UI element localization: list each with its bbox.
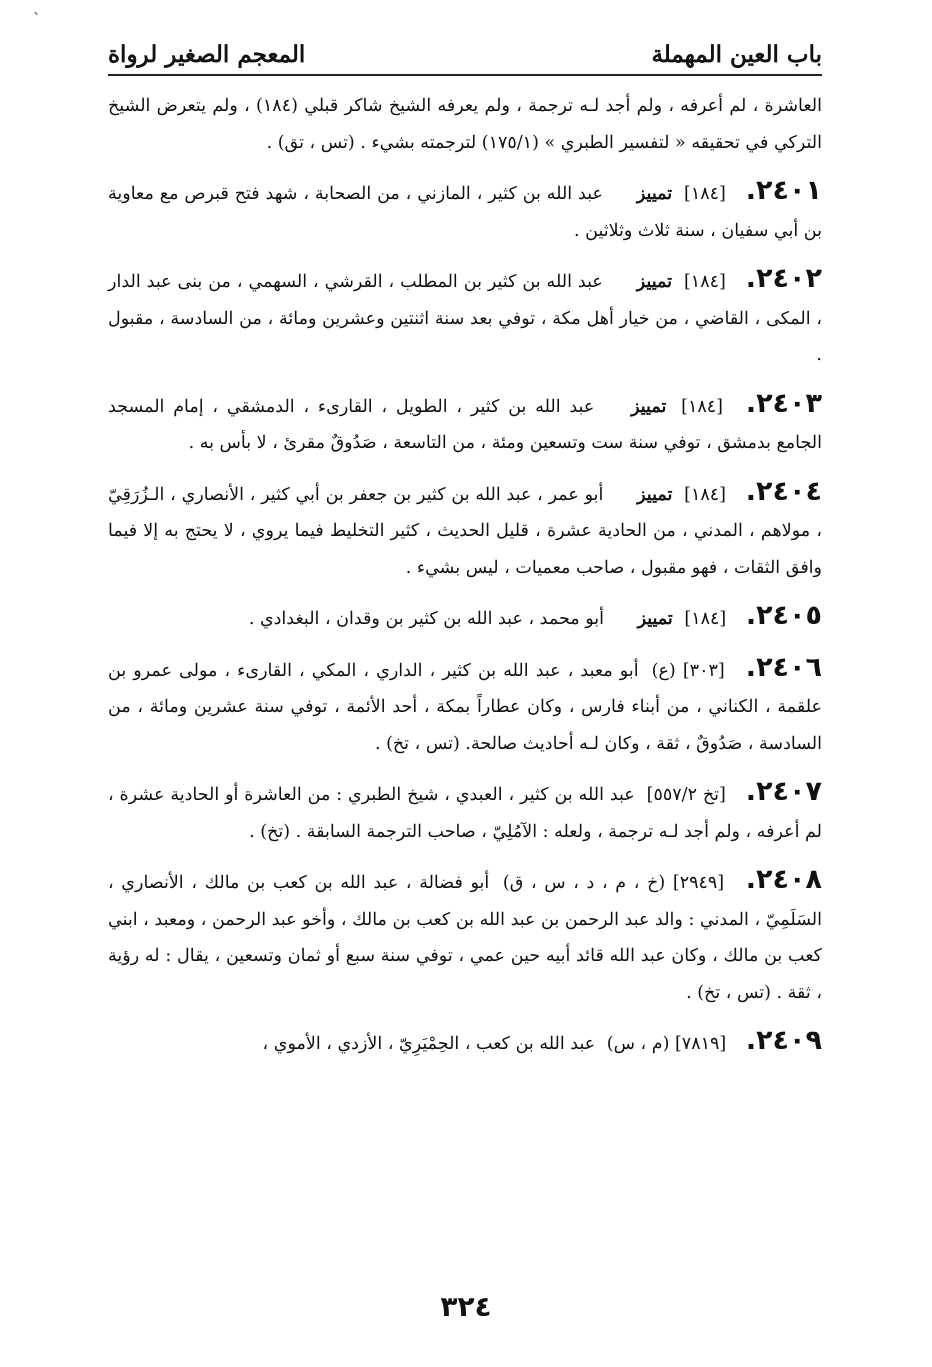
page-header <box>108 30 822 76</box>
entry-number: ٢٤٠٢. <box>745 263 822 294</box>
header-book-title: المعجم الصغير لرواة <box>108 41 306 68</box>
entry-text: عبد الله بن كثير ، الطويل ، القارىء ، الدمشقي ، إمام المسجد الجامع بدمشق ، توفي سنة ست وتسعين ومئة ، من التاسعة ، صَدُوقٌ مقرئ ، لا بأس به . <box>108 396 822 453</box>
entry-number: ٢٤٠٧. <box>745 776 822 807</box>
entry-text: أبو فضالة ، عبد الله بن كعب بن مالك ، الأنصاري ، السَلَمِيّ ، المدني : والد عبد الرحمن بن عبد الله بن كعب بن مالك ، وأخو عبد الرحمن ، ومعبد ، ابني كعب بن مالك ، وكان عبد الله قائد أبيه حين عمي ، توفي سنة سبع أو ثمان وتسعين ، يقال : له رؤية ، ثقة . (تس ، تخ) . <box>108 873 822 1003</box>
entry-2409 <box>108 1023 822 1063</box>
entry-text: أبو معبد ، عبد الله بن كثير ، الداري ، المكي ، القارىء ، مولى عمرو بن علقمة ، الكناني ، من أبناء فارس ، وكان عطاراً بمكة ، أحد الأئمة ، توفي سنة عشرين ومائة ، من السادسة ، صَدُوقٌ ، ثقة ، وكان لـه أحاديث صالحة. (تس ، تخ) . <box>108 660 822 754</box>
entry-number: ٢٤٠٦. <box>745 651 822 683</box>
entry-text: أبو عمر ، عبد الله بن كثير بن جعفر بن أبي كثير ، الأنصاري ، الـزُرَقِيّ ، مولاهم ، المدني ، من الحادية عشرة ، قليل الحديث ، كثير التخليط فيما يروي ، لا يحتج به إلا فيما وافق الثقات ، فهو مقبول ، صاحب معميات ، ليس بشيء . <box>108 484 822 578</box>
header-chapter-title: باب العين المهملة <box>651 41 822 68</box>
entry-number: ٢٤٠٥. <box>745 600 822 631</box>
entry-ref: [٧٨١٩] (م ، س) <box>606 1034 727 1054</box>
entry-tag: تمييز <box>637 484 673 505</box>
entry-text: عبد الله بن كثير ، العبدي ، شيخ الطبري : من العاشرة أو الحادية عشرة ، لم أعرفه ، ولم أجد لـه ترجمة ، ولعله : الآمُلِيّ ، صاحب الترجمة السابقة . (تخ) . <box>108 785 822 842</box>
entry-number: ٢٤٠٩. <box>745 1025 822 1056</box>
entry-2404 <box>108 474 822 587</box>
entry-text: عبد الله بن كثير ، المازني ، من الصحابة ، شهد فتح قبرص مع معاوية بن أبي سفيان ، سنة ثلاث وثلاثين . <box>108 184 822 241</box>
entry-ref: [تخ ٥٥٧/٢] <box>646 785 726 805</box>
entry-2408 <box>108 862 822 1011</box>
entry-text: عبد الله بن كثير بن المطلب ، القرشي ، السهمي ، من بنى عبد الدار ، المكى ، القاضي ، من خيار أهل مكة ، توفي بعد سنة اثنتين وعشرين ومائة ، من السادسة ، مقبول . <box>108 272 822 365</box>
entry-2402 <box>108 261 822 374</box>
entry-tag: تمييز <box>637 609 673 629</box>
entry-text: أبو محمد ، عبد الله بن كثير بن وقدان ، البغدادي . <box>248 609 604 629</box>
entry-number: ٢٤٠١. <box>745 175 822 206</box>
entry-tag: تمييز <box>636 272 672 292</box>
entry-number: ٢٤٠٨. <box>745 864 822 895</box>
page-number: ٣٢٤ <box>440 1290 492 1323</box>
page-body <box>108 88 822 1063</box>
entry-number: ٢٤٠٤. <box>745 475 822 507</box>
entry-ref: [٢٩٤٩] (خ ، م ، د ، س ، ق) <box>502 873 725 893</box>
intro-paragraph: العاشرة ، لم أعرفه ، ولم أجد لـه ترجمة ، ولم يعرفه الشيخ شاكر قبلي (١٨٤) ، ولم يتعرض الشيخ التركي في تحقيقه « لتفسير الطبري » (١٧٥/١) لترجمته بشيء . (تس ، تق) . <box>108 96 822 153</box>
entry-2407 <box>108 774 822 850</box>
entry-number: ٢٤٠٣. <box>745 387 822 419</box>
entry-2403 <box>108 386 822 462</box>
entry-ref: [٣٠٣] (ع) <box>651 660 725 681</box>
entry-ref: [١٨٤] <box>684 609 727 629</box>
entry-2405 <box>108 598 822 638</box>
entry-text: عبد الله بن كعب ، الحِمْيَرِيّ ، الأزدي ، الأموي ، <box>262 1034 596 1054</box>
entry-ref: [١٨٤] <box>684 484 726 505</box>
entry-2401 <box>108 173 822 249</box>
entry-tag: تمييز <box>631 396 667 417</box>
entry-ref: [١٨٤] <box>684 184 726 204</box>
entry-tag: تمييز <box>636 184 673 204</box>
entry-2406 <box>108 650 822 763</box>
entry-ref: [١٨٤] <box>681 396 723 417</box>
corner-mark: ` <box>33 10 41 29</box>
entry-ref: [١٨٤] <box>683 272 726 292</box>
